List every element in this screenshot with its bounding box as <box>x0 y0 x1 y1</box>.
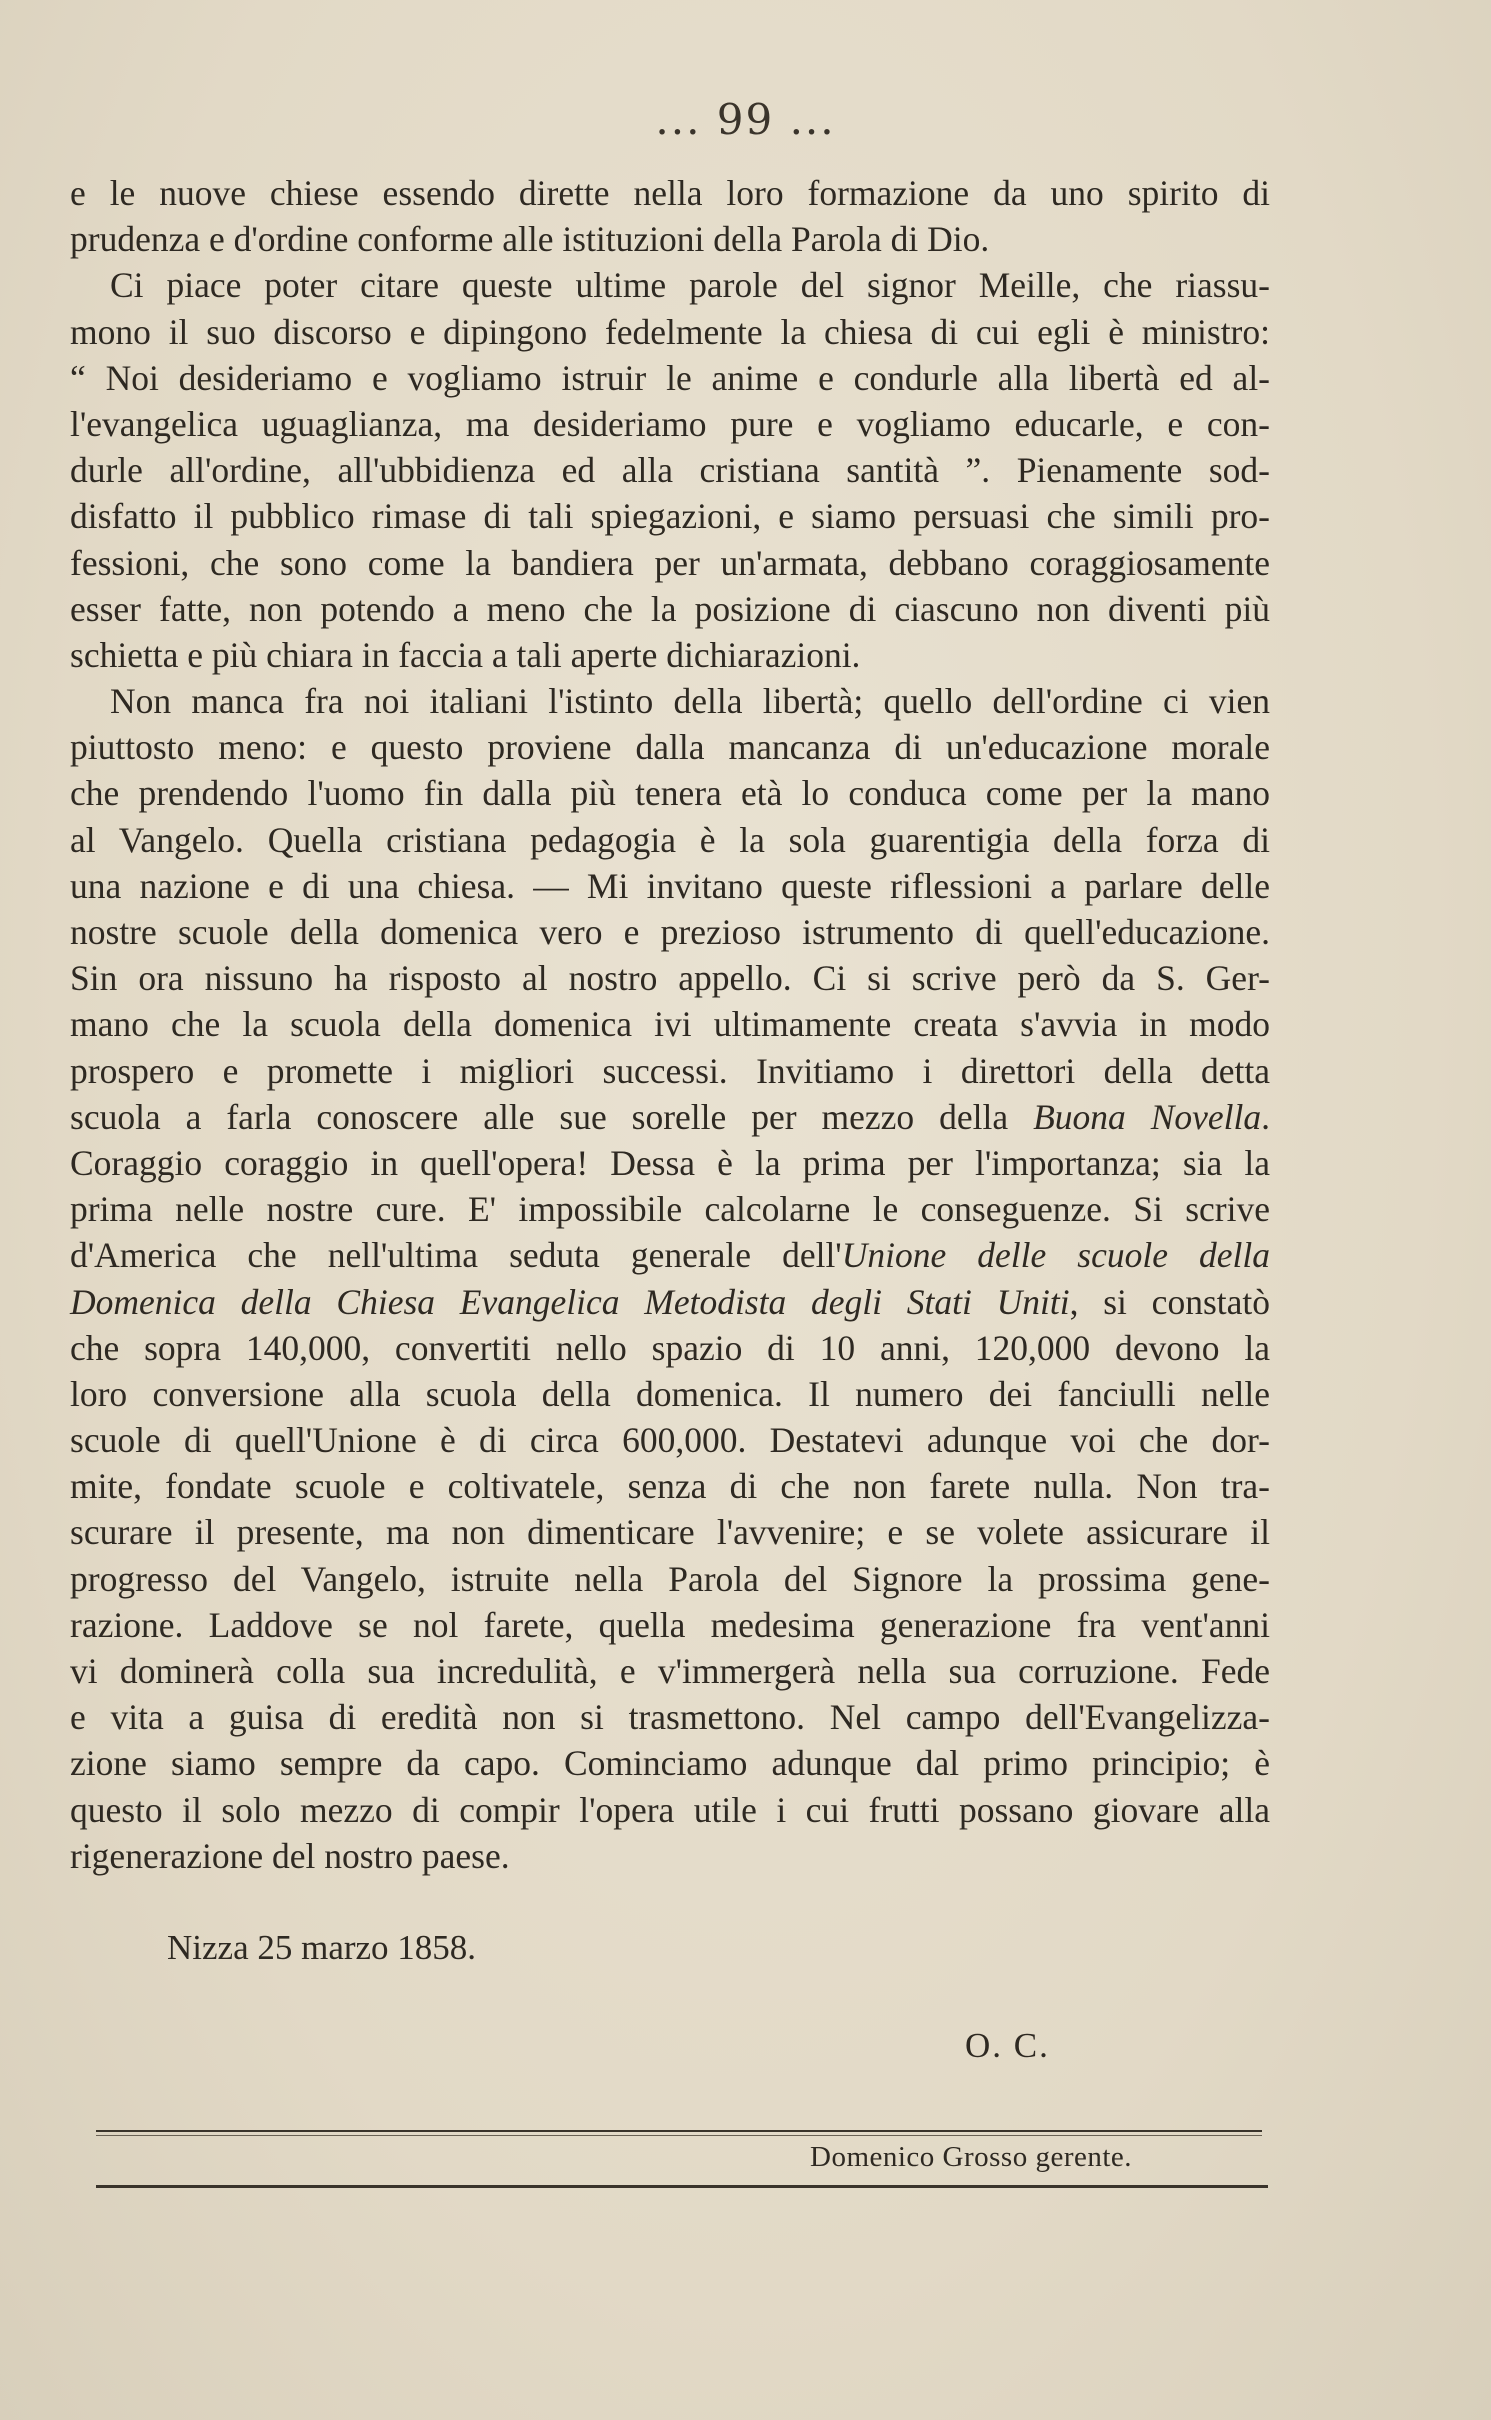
text-line: razione. Laddove se nol farete, quella medesima generazione fra vent'anni <box>70 1604 1270 1645</box>
text-line: nostre scuole della domenica vero e prezioso istrumento di quell'educazione. <box>70 912 1270 952</box>
text-line: zione siamo sempre da capo. Cominciamo adunque dal primo principio; è <box>70 1743 1270 1784</box>
text-line: prudenza e d'ordine conforme alle istituzioni della Parola di Dio. <box>70 219 990 260</box>
text-line: che sopra 140,000, convertiti nello spazio di 10 anni, 120,000 devono la <box>70 1327 1270 1368</box>
text-line: prospero e promette i migliori successi. Invitiamo i direttori della detta <box>70 1050 1270 1091</box>
text-line: vi dominerà colla sua incredulità, e v'immergerà nella sua corruzione. Fede <box>70 1651 1270 1691</box>
manager-credit: Domenico Grosso gerente. <box>810 2141 1133 2173</box>
text-line: mano che la scuola della domenica ivi ultimamente creata s'avvia in modo <box>70 1004 1270 1045</box>
text-line: Sin ora nissuno ha risposto al nostro appello. Ci si scrive però da S. Ger- <box>70 958 1270 999</box>
text-line: Coraggio coraggio in quell'opera! Dessa è la prima per l'importanza; sia la <box>70 1142 1270 1183</box>
text-line: esser fatte, non potendo a meno che la posizione di ciascuno non diventi più <box>70 588 1270 629</box>
text-line: durle all'ordine, all'ubbidienza ed alla cristiana santità ”. Pienamente sod- <box>70 450 1270 491</box>
text-line: loro conversione alla scuola della domenica. Il numero dei fanciulli nelle <box>70 1373 1270 1414</box>
text-segment: scuola a farla conoscere alle sue sorelle per mezzo della <box>70 1096 1034 1137</box>
text-line: al Vangelo. Quella cristiana pedagogia è la sola guarentigia della forza di <box>70 819 1270 860</box>
text-line: “ Noi desideriamo e vogliamo istruir le anime e condurle alla libertà ed al- <box>70 357 1270 398</box>
text-line: e le nuove chiese essendo dirette nella loro formazione da uno spirito di <box>70 173 1270 213</box>
text-line: fessioni, che sono come la bandiera per un'armata, debbano coraggiosamente <box>70 542 1270 583</box>
text-segment: , si constatò <box>1069 1281 1270 1322</box>
text-line: mite, fondate scuole e coltivatele, senza di che non farete nulla. Non tra- <box>70 1466 1270 1507</box>
page-number: ... 99 ... <box>655 95 836 144</box>
text-line: disfatto il pubblico rimase di tali spiegazioni, e siamo persuasi che simili pro- <box>70 496 1270 537</box>
text-line: Non manca fra noi italiani l'istinto della libertà; quello dell'ordine ci vien <box>110 681 1270 722</box>
text-line: mono il suo discorso e dipingono fedelmente la chiesa di cui egli è ministro: <box>70 311 1270 352</box>
text-line: piuttosto meno: e questo proviene dalla mancanza di un'educazione morale <box>70 727 1270 768</box>
dateline: Nizza 25 marzo 1858. <box>167 1928 477 1967</box>
text-line <box>70 1094 1270 1140</box>
text-segment: . <box>1261 1096 1270 1137</box>
italic-title: Unione delle scuole della <box>841 1235 1271 1276</box>
text-line: schietta e più chiara in faccia a tali aperte dichiarazioni. <box>70 634 861 675</box>
text-line: prima nelle nostre cure. E' impossibile calcolarne le conseguenze. Si scrive <box>70 1189 1270 1230</box>
text-line: scurare il presente, ma non dimenticare l'avvenire; e se volete assicurare il <box>70 1512 1270 1553</box>
text-line: una nazione e di una chiesa. — Mi invitano queste riflessioni a parlare delle <box>70 865 1270 906</box>
text-line: Ci piace poter citare queste ultime parole del signor Meille, che riassu- <box>110 265 1270 306</box>
text-line: e vita a guisa di eredità non si trasmettono. Nel campo dell'Evangelizza- <box>70 1697 1270 1738</box>
text-line: che prendendo l'uomo fin dalla più tenera età lo conduca come per la mano <box>70 773 1270 814</box>
article-body <box>70 170 1270 1879</box>
text-line <box>70 1279 1270 1325</box>
text-line: questo il solo mezzo di compir l'opera utile i cui frutti possano giovare alla <box>70 1789 1270 1830</box>
text-line: progresso del Vangelo, istruite nella Parola del Signore la prossima gene- <box>70 1558 1270 1599</box>
text-line: rigenerazione del nostro paese. <box>70 1835 510 1876</box>
footer-rule-top-thin <box>96 2135 1262 2136</box>
footer-rule-top <box>96 2130 1262 2132</box>
italic-title: Domenica della Chiesa Evangelica Metodista degli Stati Uniti <box>70 1281 1070 1322</box>
italic-title: Buona Novella <box>1033 1096 1262 1137</box>
signature: O. C. <box>965 2026 1050 2065</box>
text-line: l'evangelica uguaglianza, ma desideriamo pure e vogliamo educarle, e con- <box>70 403 1270 444</box>
text-line <box>70 1232 1270 1278</box>
text-line: scuole di quell'Unione è di circa 600,000. Destatevi adunque voi che dor- <box>70 1420 1270 1461</box>
footer-rule-bottom <box>96 2185 1268 2188</box>
text-segment: d'America che nell'ultima seduta generale dell' <box>70 1235 842 1276</box>
